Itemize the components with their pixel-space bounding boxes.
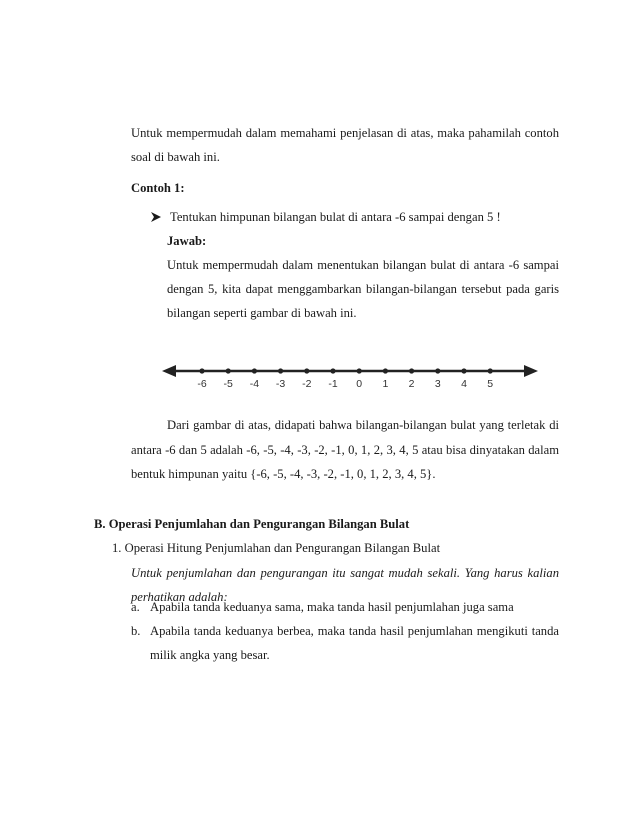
tick-mark bbox=[383, 368, 388, 373]
tick-label: 0 bbox=[356, 378, 363, 390]
tick-mark bbox=[226, 368, 231, 373]
number-line-figure bbox=[160, 355, 540, 405]
tick-label: -4 bbox=[249, 378, 260, 390]
example-heading: Contoh 1: bbox=[131, 181, 185, 195]
tick-label: -5 bbox=[223, 378, 233, 390]
tick-mark bbox=[278, 368, 283, 373]
conclusion-line-2: antara -6 dan 5 adalah -6, -5, -4, -3, -2, -1, 0, 1, 2, 3, 4, 5 atau bisa dinyatakan dalam bbox=[131, 443, 559, 457]
tick-label: -3 bbox=[275, 378, 286, 390]
tick-mark bbox=[461, 368, 466, 373]
tick-mark bbox=[330, 368, 335, 373]
tick-label: 4 bbox=[461, 378, 467, 390]
rule-b-marker: b. bbox=[131, 624, 141, 638]
example-question: Tentukan himpunan bilangan bulat di antara -6 sampai dengan 5 ! bbox=[170, 210, 501, 224]
tick-label: -6 bbox=[197, 378, 207, 390]
rule-a-marker: a. bbox=[131, 600, 140, 614]
intro-line-2: soal di bawah ini. bbox=[131, 150, 220, 164]
tick-label: -1 bbox=[328, 378, 338, 390]
tick-mark bbox=[409, 368, 414, 373]
tick-mark bbox=[252, 368, 257, 373]
italic-line-2: perhatikan adalah: bbox=[131, 590, 228, 604]
tick-mark bbox=[357, 368, 362, 373]
italic-line-1: Untuk penjumlahan dan pengurangan itu sangat mudah sekali. Yang harus kalian bbox=[131, 566, 559, 580]
rule-b-line-2: milik angka yang besar. bbox=[150, 648, 270, 662]
tick-label: -2 bbox=[302, 378, 312, 390]
left-arrow-icon bbox=[162, 365, 176, 377]
arrow-bullet-icon bbox=[150, 211, 162, 227]
conclusion-line-1: Dari gambar di atas, didapati bahwa bilangan-bilangan bulat yang terletak di bbox=[167, 418, 559, 432]
tick-label: 5 bbox=[487, 378, 494, 390]
right-arrow-icon bbox=[524, 365, 538, 377]
answer-line-3: bilangan seperti gambar di bawah ini. bbox=[167, 306, 357, 320]
tick-mark bbox=[488, 368, 493, 373]
tick-label: 1 bbox=[382, 378, 389, 390]
section-b-heading: B. Operasi Penjumlahan dan Pengurangan Bilangan Bulat bbox=[94, 517, 410, 531]
tick-label: 3 bbox=[434, 378, 441, 390]
tick-mark bbox=[199, 368, 204, 373]
rule-a-text: Apabila tanda keduanya sama, maka tanda hasil penjumlahan juga sama bbox=[150, 600, 514, 614]
tick-mark bbox=[304, 368, 309, 373]
conclusion-line-3: bentuk himpunan yaitu {-6, -5, -4, -3, -2, -1, 0, 1, 2, 3, 4, 5}. bbox=[131, 467, 436, 481]
tick-label: 2 bbox=[408, 378, 415, 390]
rule-b-line-1: Apabila tanda keduanya berbea, maka tanda hasil penjumlahan mengikuti tanda bbox=[150, 624, 559, 638]
tick-mark bbox=[435, 368, 440, 373]
answer-line-1: Untuk mempermudah dalam menentukan bilangan bulat di antara -6 sampai bbox=[167, 258, 559, 272]
answer-label: Jawab: bbox=[167, 234, 207, 248]
section-b-item-1: 1. Operasi Hitung Penjumlahan dan Pengurangan Bilangan Bulat bbox=[112, 541, 441, 555]
answer-line-2: dengan 5, kita dapat menggambarkan bilangan-bilangan tersebut pada garis bbox=[167, 282, 559, 296]
intro-line-1: Untuk mempermudah dalam memahami penjelasan di atas, maka pahamilah contoh bbox=[131, 126, 559, 140]
